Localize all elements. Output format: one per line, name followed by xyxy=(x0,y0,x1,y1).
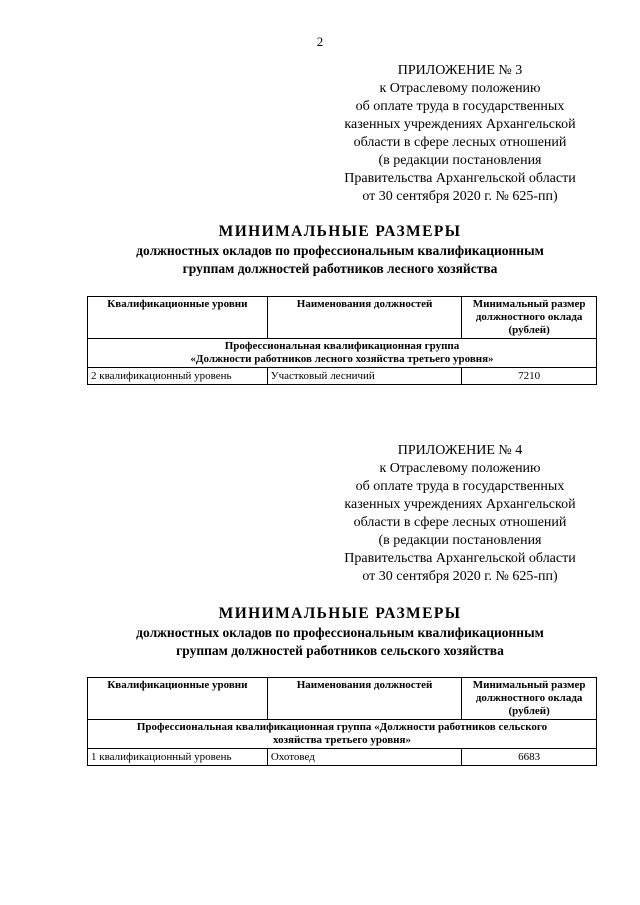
salary-value: 6683 xyxy=(462,749,597,766)
section-title: МИНИМАЛЬНЫЕ РАЗМЕРЫ xyxy=(218,605,462,622)
appendix-line: от 30 сентября 2020 г. № 625-пп) xyxy=(362,569,558,584)
table-row xyxy=(88,368,597,385)
table-group-row xyxy=(88,339,597,368)
appendix-line: Правительства Архангельской области xyxy=(344,551,576,566)
salary-value: 7210 xyxy=(462,368,597,385)
section-subtitle-line: должностных окладов по профессиональным квалификационным xyxy=(136,625,544,640)
appendix-line: области в сфере лесных отношений xyxy=(353,135,567,150)
column-header-positions: Наименования должностей xyxy=(267,678,461,720)
appendix-line: об оплате труда в государственных xyxy=(355,479,565,494)
appendix-line: (в редакции постановления xyxy=(378,153,542,168)
appendix-line: от 30 сентября 2020 г. № 625-пп) xyxy=(362,189,558,204)
page-number: 2 xyxy=(316,34,324,49)
appendix-line: к Отраслевому положению xyxy=(379,461,541,476)
appendix-line: к Отраслевому положению xyxy=(379,81,541,96)
column-header-levels: Квалификационные уровни xyxy=(88,678,268,720)
appendix-line: ПРИЛОЖЕНИЕ № 3 xyxy=(397,63,523,78)
section-subtitle-line: группам должностей работников сельского хозяйства xyxy=(176,643,504,658)
appendix-line: казенных учреждениях Архангельской xyxy=(344,117,576,132)
section-title: МИНИМАЛЬНЫЕ РАЗМЕРЫ xyxy=(218,223,462,240)
column-header-positions: Наименования должностей xyxy=(267,297,462,339)
appendix-4-header xyxy=(325,442,595,586)
qualification-group-line: Профессиональная квалификационная группа xyxy=(224,340,460,352)
appendix-line: казенных учреждениях Архангельской xyxy=(344,497,576,512)
qualification-level: 2 квалификационный уровень xyxy=(88,368,268,385)
appendix-line: (в редакции постановления xyxy=(378,533,542,548)
column-header-levels: Квалификационные уровни xyxy=(88,297,268,339)
position-name: Охотовед xyxy=(267,749,461,766)
salary-table-agriculture xyxy=(87,677,597,766)
appendix-3-header xyxy=(325,62,595,206)
appendix-line: области в сфере лесных отношений xyxy=(353,515,567,530)
appendix-line: ПРИЛОЖЕНИЕ № 4 xyxy=(397,443,523,458)
position-name: Участковый лесничий xyxy=(267,368,462,385)
section-subtitle-line: должностных окладов по профессиональным квалификационным xyxy=(136,243,544,258)
qualification-group-line: хозяйства третьего уровня» xyxy=(273,734,411,746)
appendix-line: Правительства Архангельской области xyxy=(344,171,576,186)
qualification-level: 1 квалификационный уровень xyxy=(88,749,268,766)
qualification-group-line: «Должности работников лесного хозяйства третьего уровня» xyxy=(190,353,494,365)
table-row xyxy=(88,749,597,766)
column-header-salary: Минимальный размер должностного оклада (рублей) xyxy=(462,297,597,339)
salary-table-forestry xyxy=(87,296,597,385)
table-header-row xyxy=(88,678,597,720)
table-group-row xyxy=(88,720,597,749)
section-heading-agriculture xyxy=(60,604,620,660)
qualification-group xyxy=(88,720,597,749)
column-header-salary: Минимальный размер должностного оклада (рублей) xyxy=(462,678,597,720)
qualification-group xyxy=(88,339,597,368)
appendix-line: об оплате труда в государственных xyxy=(355,99,565,114)
qualification-group-line: Профессиональная квалификационная группа «Должности работников сельского xyxy=(136,721,548,733)
section-heading-forestry xyxy=(60,222,620,278)
table-header-row xyxy=(88,297,597,339)
section-subtitle-line: группам должностей работников лесного хозяйства xyxy=(182,261,498,276)
